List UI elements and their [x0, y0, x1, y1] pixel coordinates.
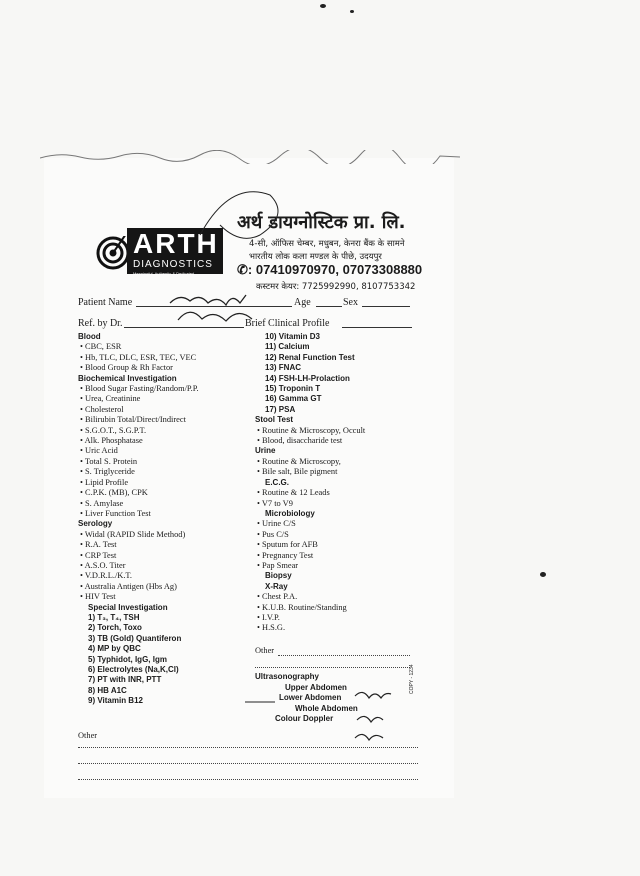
scan-speck [540, 572, 546, 577]
ref-doctor-field[interactable] [124, 327, 244, 328]
other-line-2[interactable] [78, 763, 418, 764]
left-test-item: 2) Torch, Toxo [88, 623, 142, 633]
right-test-item: • Pap Smear [257, 560, 299, 570]
sex-field[interactable] [362, 306, 410, 307]
left-test-heading: Serology [78, 519, 113, 529]
address-line-2: भारतीय लोक कला मण्डल के पीछे, उदयपुर [249, 252, 382, 262]
logo-word: ARTH [133, 228, 219, 259]
ultrasound-heading: Ultrasonography [255, 672, 320, 681]
right-test-item: 17) PSA [265, 404, 296, 414]
left-test-item: • V.D.R.L./K.T. [80, 571, 133, 581]
left-test-item: • Uric Acid [80, 446, 118, 456]
scan-speck [320, 4, 326, 8]
left-other-label: Other [78, 731, 98, 740]
ultrasound-item: Upper Abdomen [285, 683, 347, 692]
right-test-item: 16) Gamma GT [265, 394, 322, 404]
left-test-item: • Total S. Protein [80, 456, 138, 466]
left-test-item: • S.G.O.T., S.G.P.T. [80, 425, 147, 435]
right-test-heading: Urine [255, 446, 276, 456]
right-test-item: • I.V.P. [257, 612, 280, 622]
left-test-item: 9) Vitamin B12 [88, 696, 143, 706]
left-test-item: 4) MP by QBC [88, 644, 141, 654]
copy-code: COPY - 1234 [409, 664, 415, 694]
logo-target-icon [96, 236, 130, 270]
left-test-item: 1) T₃, T₄, TSH [88, 612, 140, 622]
ultrasound-item: Whole Abdomen [295, 703, 358, 713]
right-test-item: Microbiology [265, 508, 315, 518]
right-test-item: 12) Renal Function Test [265, 352, 355, 362]
left-test-item: • Blood Group & Rh Factor [80, 363, 173, 373]
company-name: अर्थ डायग्नोस्टिक प्रा. लि. [237, 212, 406, 233]
patient-name-label: Patient Name [78, 297, 133, 308]
right-test-item: • K.U.B. Routine/Standing [257, 602, 347, 612]
right-test-item: • Routine & 12 Leads [257, 488, 330, 498]
right-test-item: • Urine C/S [257, 519, 296, 529]
left-test-item: • A.S.O. Titer [80, 560, 126, 570]
ref-doctor-label: Ref. by Dr. [78, 318, 123, 329]
right-test-item: 11) Calcium [265, 342, 310, 352]
left-test-item: • S. Triglyceride [80, 467, 135, 477]
address-line-1: 4-सी, ऑफिस चेम्बर, मधुबन, केनरा बैंक के सामने [249, 239, 405, 249]
clinical-profile-label: Brief Clinical Profile [245, 318, 330, 329]
phone-text: : 07410970970, 07073308880 [247, 262, 423, 277]
right-test-item: • V7 to V9 [257, 498, 293, 508]
left-test-item: Special Investigation [88, 602, 168, 612]
right-test-list [255, 332, 365, 634]
left-test-item: 7) PT with INR, PTT [88, 675, 162, 685]
logo-tagline: Meaningful, Authentic & Dedicated [133, 271, 195, 276]
handwritten-signatures [245, 686, 395, 746]
right-test-item: • Chest P.A. [257, 592, 298, 602]
left-test-item: • Alk. Phosphatase [80, 436, 143, 446]
right-test-item: • H.S.G. [257, 623, 286, 633]
left-test-item: 3) TB (Gold) Quantiferon [88, 633, 182, 643]
left-test-item: 6) Electrolytes (Na,K,Cl) [88, 665, 179, 674]
other-line-1[interactable] [78, 747, 418, 748]
right-test-item: • Routine & Microscopy, Occult [257, 425, 366, 435]
right-other-label: Other [255, 646, 275, 655]
right-test-item: 14) FSH-LH-Prolaction [265, 373, 350, 383]
right-test-item: • Sputum for AFB [257, 540, 318, 550]
right-other-line[interactable] [278, 655, 410, 656]
torn-edge [40, 150, 460, 164]
ultrasound-item: Colour Doppler [275, 714, 334, 724]
left-test-item: • Cholesterol [80, 404, 124, 414]
left-test-item: • Hb, TLC, DLC, ESR, TEC, VEC [80, 352, 197, 362]
left-test-item: • Lipid Profile [80, 477, 129, 487]
right-test-item: • Pus C/S [257, 529, 289, 539]
right-other-line-2[interactable] [255, 667, 410, 668]
left-test-item: • S. Amylase [80, 498, 124, 508]
right-test-item: E.C.G. [265, 477, 290, 487]
age-label: Age [294, 297, 311, 308]
handwritten-scribble [160, 175, 310, 325]
left-test-item: 8) HB A1C [88, 685, 127, 695]
left-test-list [78, 332, 199, 707]
left-test-item: • Blood Sugar Fasting/Random/P.P. [80, 384, 199, 394]
left-test-item: • Bilirubin Total/Direct/Indirect [80, 415, 186, 425]
right-test-item: • Routine & Microscopy, [257, 456, 341, 466]
right-test-item: 10) Vitamin D3 [265, 332, 320, 341]
left-test-item: • C.P.K. (MB), CPK [80, 488, 148, 498]
customer-care: कस्टमर केयर: 7725992990, 8107753342 [256, 282, 416, 292]
left-test-item: • Widal (RAPID Slide Method) [80, 529, 186, 539]
right-test-heading: Stool Test [255, 415, 294, 425]
other-line-3[interactable] [78, 779, 418, 780]
right-test-item: 15) Troponin T [265, 384, 321, 394]
right-test-item: X-Ray [265, 581, 288, 591]
left-test-heading: Blood [78, 332, 101, 341]
left-test-item: • R.A. Test [80, 540, 117, 550]
left-test-item: • Australia Antigen (Hbs Ag) [80, 581, 177, 591]
left-test-item: 5) Typhidot, IgG, Igm [88, 654, 167, 664]
left-test-heading: Biochemical Investigation [78, 373, 177, 383]
left-test-item: • Liver Function Test [80, 508, 151, 518]
right-test-item: • Pregnancy Test [257, 550, 314, 560]
right-test-item: Biopsy [265, 571, 292, 581]
left-test-item: • Urea, Creatinine [80, 394, 141, 404]
right-test-item: • Blood, disaccharide test [257, 436, 343, 446]
right-test-item: • Bile salt, Bile pigment [257, 467, 338, 477]
logo-subtitle: DIAGNOSTICS [133, 259, 213, 270]
left-test-item: • CBC, ESR [80, 342, 122, 352]
ultrasound-item: Lower Abdomen [279, 693, 342, 703]
sex-label: Sex [343, 297, 358, 308]
clinical-profile-field[interactable] [342, 327, 412, 328]
left-test-item: • HIV Test [80, 592, 116, 602]
right-test-item: 13) FNAC [265, 363, 302, 373]
left-test-item: • CRP Test [80, 550, 117, 560]
scan-speck [350, 10, 354, 13]
age-field[interactable] [316, 306, 342, 307]
phone-icon: ✆ [237, 262, 248, 277]
